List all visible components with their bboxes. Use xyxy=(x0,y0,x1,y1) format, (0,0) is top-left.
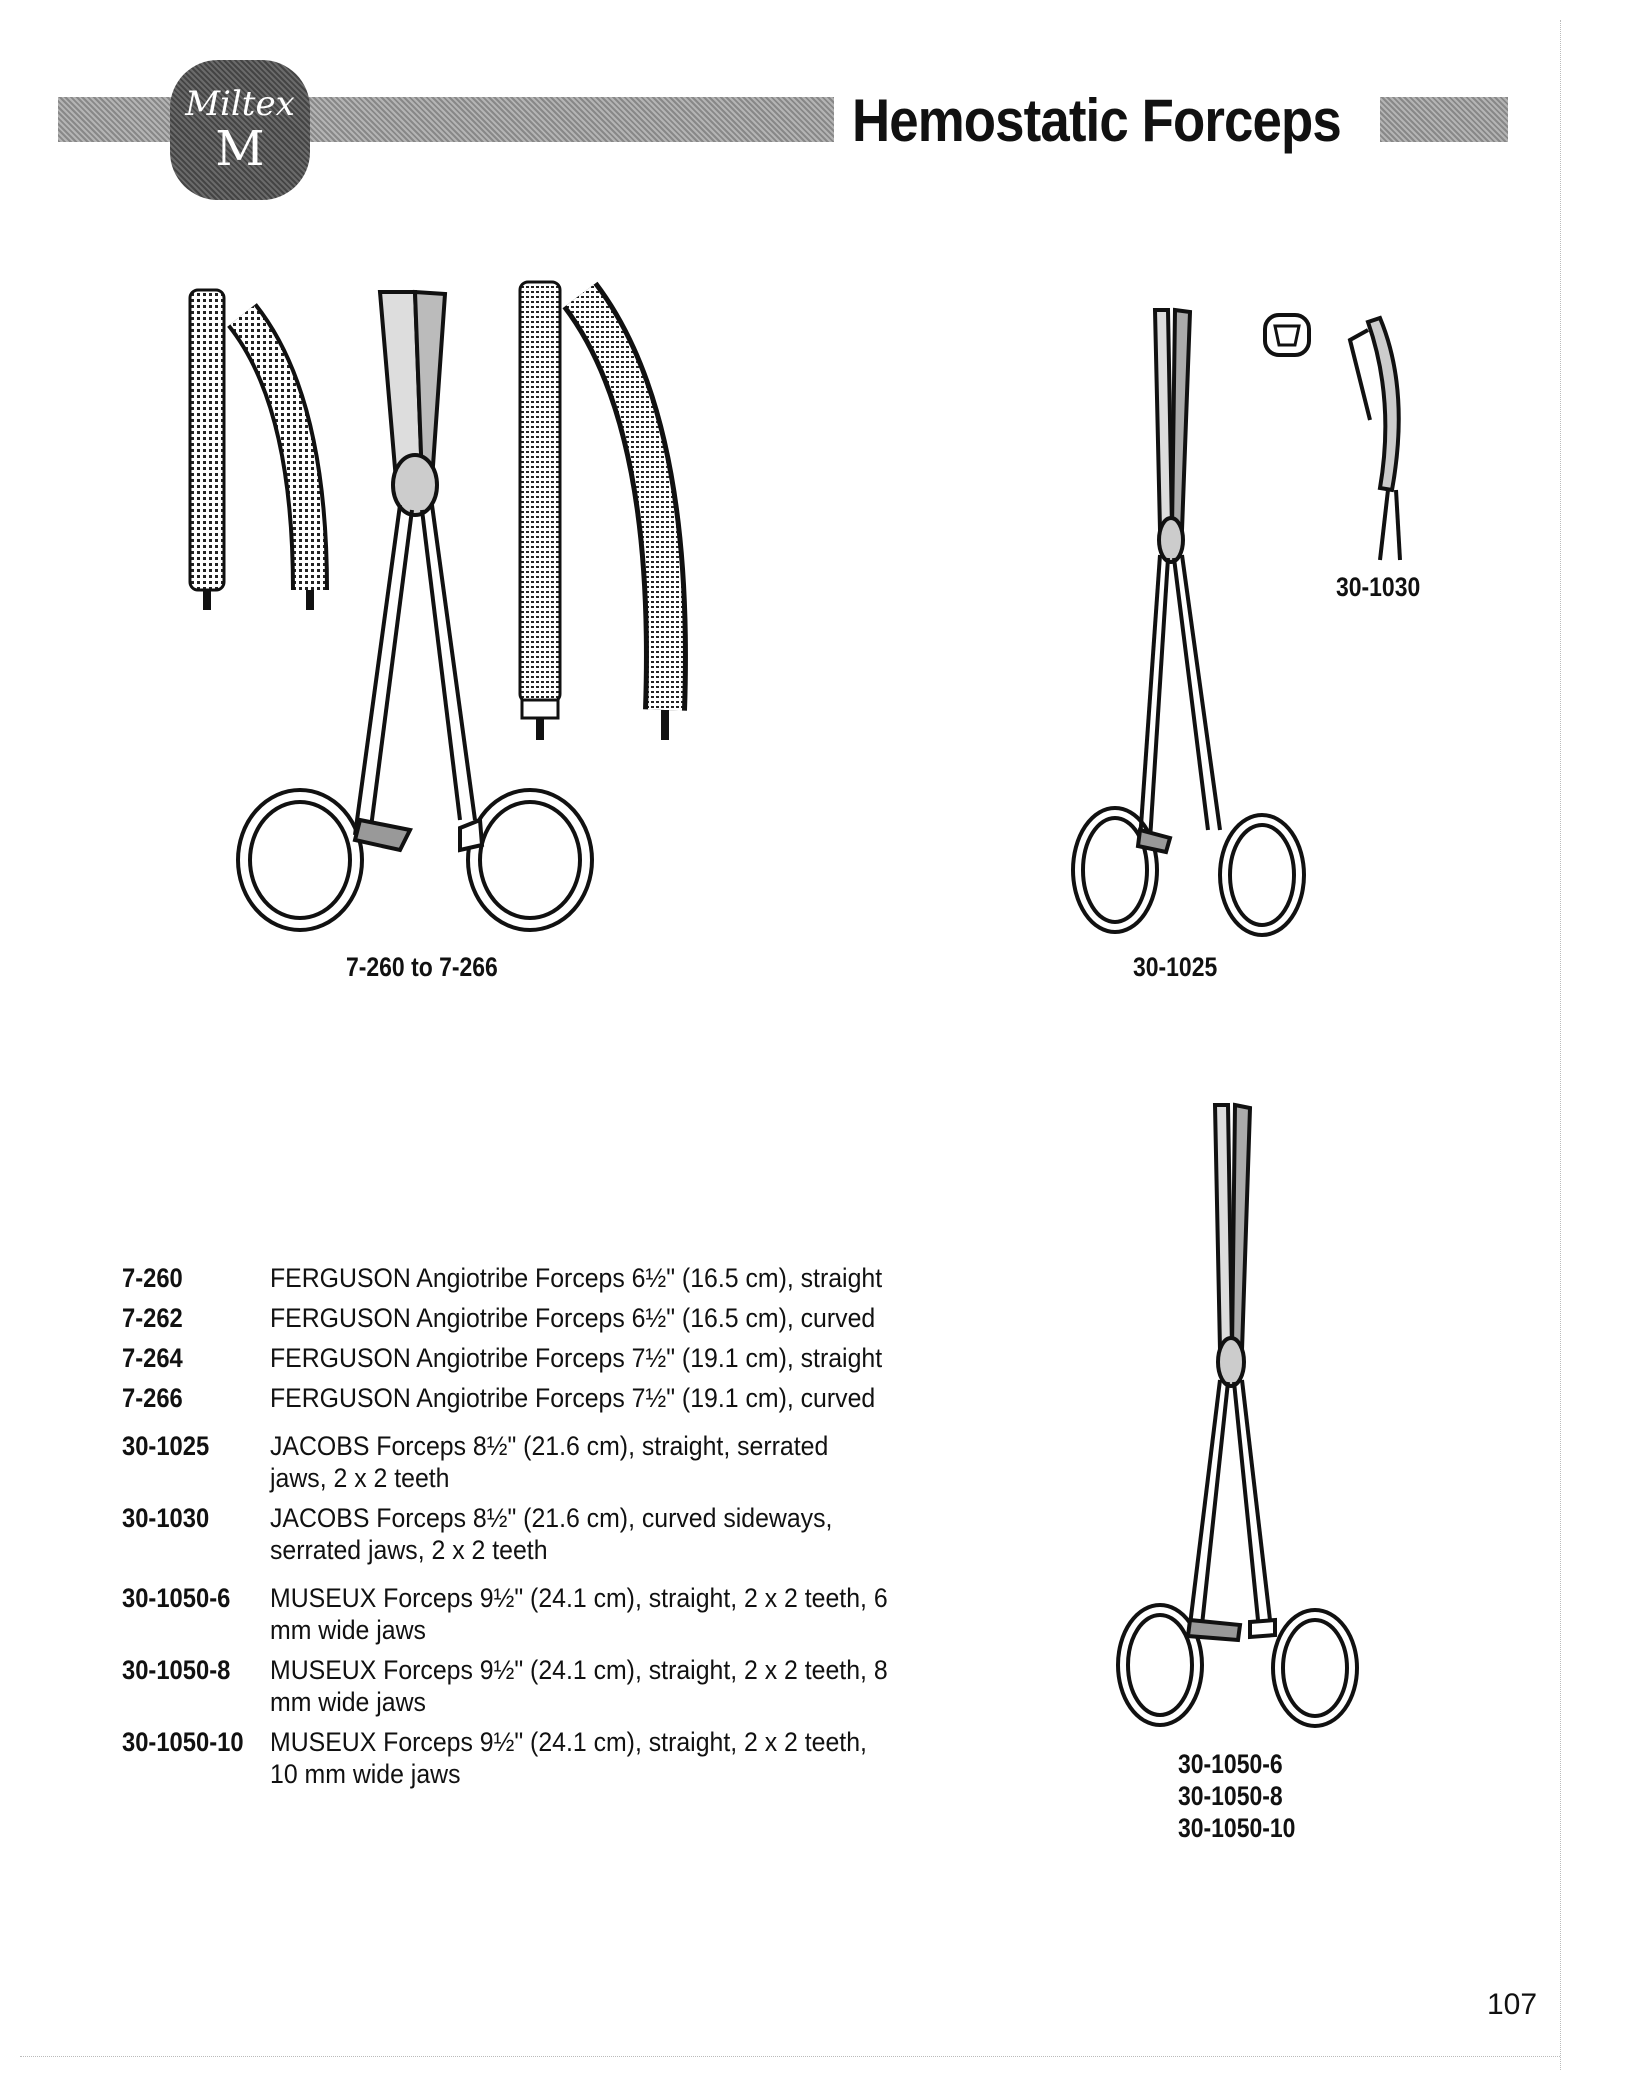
item-description: JACOBS Forceps 8½" (21.6 cm), curved sideways, serrated jaws, 2 x 2 teeth xyxy=(270,1503,833,1565)
header-band-right xyxy=(1380,97,1508,142)
curved-jaw-detail-small xyxy=(242,315,310,610)
header-band-left xyxy=(58,97,178,142)
jacobs-straight-caption: 30-1025 xyxy=(1133,952,1218,982)
item-description: MUSEUX Forceps 9½" (24.1 cm), straight, 2 x 2 teeth, 8 mm wide jaws xyxy=(270,1655,888,1717)
scan-edge-right xyxy=(1560,20,1561,2070)
jacobs-jaw-cross-section-icon xyxy=(1262,312,1312,358)
catalog-entry xyxy=(122,1302,942,1334)
item-code: 30-1050-8 xyxy=(122,1655,231,1685)
ferguson-forceps-illustration xyxy=(160,280,740,940)
item-description: FERGUSON Angiotribe Forceps 7½" (19.1 cm), curved xyxy=(270,1383,876,1413)
catalog-entry xyxy=(122,1654,942,1718)
item-code: 30-1025 xyxy=(122,1431,210,1461)
page-number: 107 xyxy=(1487,1988,1538,2021)
item-code: 30-1030 xyxy=(122,1503,210,1533)
item-code: 30-1050-6 xyxy=(122,1583,231,1613)
item-code: 7-264 xyxy=(122,1343,183,1373)
catalog-entry xyxy=(122,1582,942,1646)
catalog-entry xyxy=(122,1382,942,1414)
logo-mark: M xyxy=(215,121,265,177)
curved-jaw-detail-large xyxy=(580,295,666,740)
museux-forceps-illustration xyxy=(1110,1100,1370,1740)
item-code: 7-260 xyxy=(122,1263,183,1293)
item-code: 7-266 xyxy=(122,1383,183,1413)
item-description: MUSEUX Forceps 9½" (24.1 cm), straight, 2 x 2 teeth, 10 mm wide jaws xyxy=(270,1727,867,1789)
straight-jaw-detail-large xyxy=(520,282,560,740)
museux-captions xyxy=(1178,1748,1295,1844)
item-description: FERGUSON Angiotribe Forceps 6½" (16.5 cm), curved xyxy=(270,1303,876,1333)
jacobs-curved-forceps-illustration xyxy=(1340,310,1420,570)
jacobs-curved-caption: 30-1030 xyxy=(1336,572,1421,602)
header-band-middle xyxy=(306,97,834,142)
item-code: 7-262 xyxy=(122,1303,183,1333)
straight-jaw-detail-small xyxy=(190,290,224,610)
catalog-entry xyxy=(122,1262,942,1294)
catalog-entry xyxy=(122,1502,942,1566)
miltex-logo xyxy=(170,60,310,200)
scan-edge-bottom xyxy=(20,2056,1560,2057)
item-description: FERGUSON Angiotribe Forceps 7½" (19.1 cm), straight xyxy=(270,1343,883,1373)
logo-script-text: Miltex xyxy=(185,84,295,124)
catalog-entry xyxy=(122,1430,942,1494)
item-description: JACOBS Forceps 8½" (21.6 cm), straight, serrated jaws, 2 x 2 teeth xyxy=(270,1431,829,1493)
item-description: FERGUSON Angiotribe Forceps 6½" (16.5 cm), straight xyxy=(270,1263,883,1293)
catalog-list xyxy=(122,1262,942,1798)
ferguson-caption: 7-260 to 7-266 xyxy=(346,952,498,982)
catalog-entry xyxy=(122,1342,942,1374)
catalog-entry xyxy=(122,1726,942,1790)
jacobs-straight-forceps-illustration xyxy=(1060,300,1320,940)
museux-caption-10: 30-1050-10 xyxy=(1178,1813,1296,1843)
item-code: 30-1050-10 xyxy=(122,1727,244,1757)
page-title: Hemostatic Forceps xyxy=(852,87,1341,154)
museux-caption-6: 30-1050-6 xyxy=(1178,1749,1283,1779)
item-description: MUSEUX Forceps 9½" (24.1 cm), straight, 2 x 2 teeth, 6 mm wide jaws xyxy=(270,1583,888,1645)
museux-caption-8: 30-1050-8 xyxy=(1178,1781,1283,1811)
